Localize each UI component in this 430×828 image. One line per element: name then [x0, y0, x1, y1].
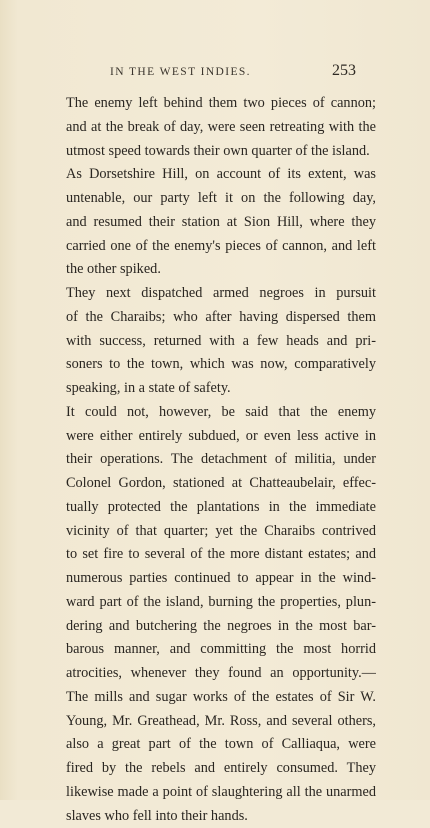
text-line: speaking, in a state of safety. — [66, 377, 376, 401]
text-line: also a great part of the town of Calliaqua, were — [66, 733, 376, 757]
text-line: As Dorsetshire Hill, on account of its extent, was — [66, 163, 376, 187]
text-line: utmost speed towards their own quarter of the island. — [66, 140, 376, 164]
text-line: likewise made a point of slaughtering all the unarmed — [66, 781, 376, 805]
text-line: carried one of the enemy's pieces of cannon, and left — [66, 235, 376, 259]
text-line: the other spiked. — [66, 258, 376, 282]
text-line: numerous parties continued to appear in the wind- — [66, 567, 376, 591]
text-line: to set fire to several of the more distant estates; and — [66, 543, 376, 567]
text-line: tually protected the plantations in the immediate — [66, 496, 376, 520]
text-line: ward part of the island, burning the properties, plun- — [66, 591, 376, 615]
text-line: and resumed their station at Sion Hill, where they — [66, 211, 376, 235]
text-line: Young, Mr. Greathead, Mr. Ross, and several others, — [66, 710, 376, 734]
text-line: The enemy left behind them two pieces of cannon; — [66, 92, 376, 116]
page-number: 253 — [332, 62, 356, 80]
text-line: The mills and sugar works of the estates of Sir W. — [66, 686, 376, 710]
text-line: and at the break of day, were seen retreating with the — [66, 116, 376, 140]
page-header — [110, 62, 356, 84]
text-line: vicinity of that quarter; yet the Charaibs contrived — [66, 520, 376, 544]
text-line: atrocities, whenever they found an opportunity.— — [66, 662, 376, 686]
text-line: slaves who fell into their hands. — [66, 805, 376, 828]
text-line: Colonel Gordon, stationed at Chatteaubelair, effec- — [66, 472, 376, 496]
text-line: soners to the town, which was now, comparatively — [66, 353, 376, 377]
body-text — [66, 92, 376, 828]
text-line: with success, returned with a few heads and pri- — [66, 330, 376, 354]
text-line: It could not, however, be said that the enemy — [66, 401, 376, 425]
text-line: dering and butchering the negroes in the most bar- — [66, 615, 376, 639]
text-line: barous manner, and committing the most horrid — [66, 638, 376, 662]
running-head: IN THE WEST INDIES. — [110, 66, 251, 78]
text-line: untenable, our party left it on the following day, — [66, 187, 376, 211]
text-line: were either entirely subdued, or even less active in — [66, 425, 376, 449]
text-line: They next dispatched armed negroes in pursuit — [66, 282, 376, 306]
text-line: fired by the rebels and entirely consumed. They — [66, 757, 376, 781]
text-line: their operations. The detachment of militia, under — [66, 448, 376, 472]
text-line: of the Charaibs; who after having dispersed them — [66, 306, 376, 330]
